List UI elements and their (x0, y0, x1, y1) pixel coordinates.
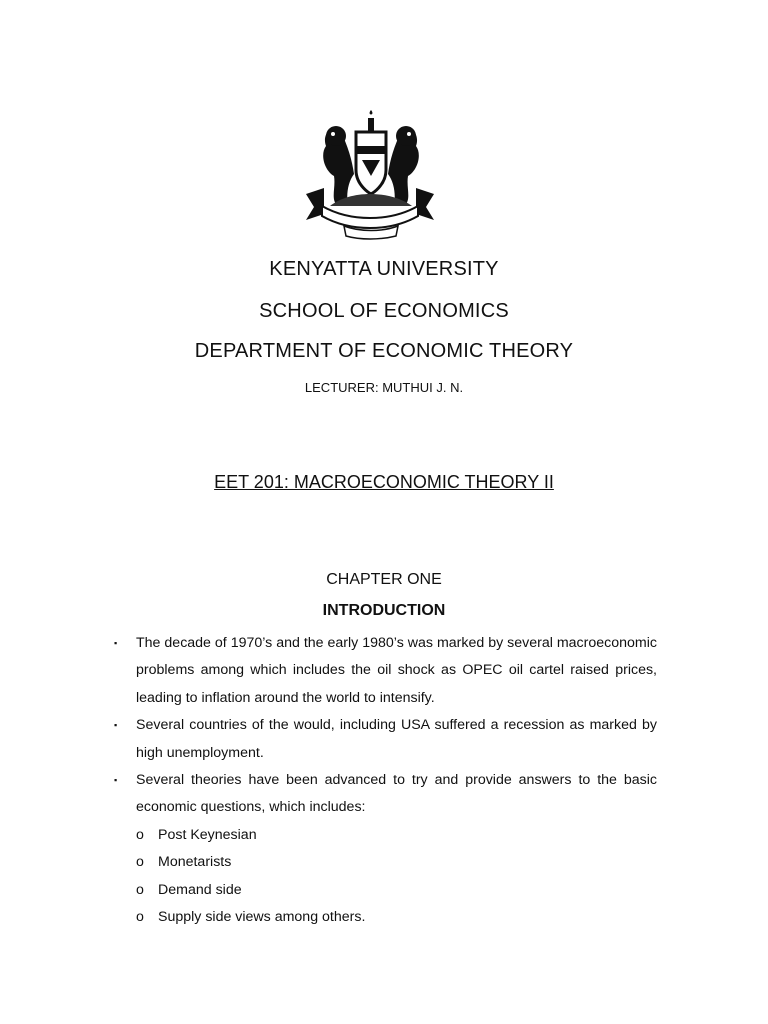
sub-marker: o (136, 854, 144, 871)
body-text (112, 630, 657, 931)
sub-list-item (112, 904, 657, 931)
sub-item-text: Post Keynesian (158, 826, 257, 843)
sub-item-text: Supply side views among others. (158, 909, 366, 926)
list-item (112, 767, 657, 822)
bullet-text: Several countries of the would, including USA suffered a recession as marked by high unemployment. (136, 717, 657, 761)
kenyatta-university-crest-icon (300, 110, 440, 240)
chapter-title: INTRODUCTION (322, 602, 446, 619)
department-name: DEPARTMENT OF ECONOMIC THEORY (194, 340, 574, 362)
course-title: EET 201: MACROECONOMIC THEORY II (214, 472, 554, 492)
bullet-marker: ▪ (114, 775, 118, 786)
bullet-text: Several theories have been advanced to try and provide answers to the basic economic questions, which includes: (136, 772, 657, 816)
sub-item-text: Monetarists (158, 854, 232, 871)
sub-item-text: Demand side (158, 881, 242, 898)
sub-marker: o (136, 909, 144, 926)
list-item (112, 712, 657, 767)
sub-marker: o (136, 881, 144, 898)
school-name: SCHOOL OF ECONOMICS (259, 300, 509, 322)
sub-list-item (112, 877, 657, 904)
sub-marker: o (136, 826, 144, 843)
chapter-label: CHAPTER ONE (326, 571, 442, 588)
bullet-text: The decade of 1970’s and the early 1980’s was marked by several macroeconomic problems among which includes the oil shock as OPEC oil cartel raised prices, leading to inflation around the world to intensify. (136, 635, 657, 706)
lecturer-name: LECTURER: MUTHUI J. N. (304, 380, 464, 395)
bullet-marker: ▪ (114, 720, 118, 731)
list-item (112, 630, 657, 712)
university-name: KENYATTA UNIVERSITY (269, 258, 499, 280)
sub-list-item (112, 849, 657, 876)
bullet-marker: ▪ (114, 638, 118, 648)
sub-list-item (112, 822, 657, 849)
